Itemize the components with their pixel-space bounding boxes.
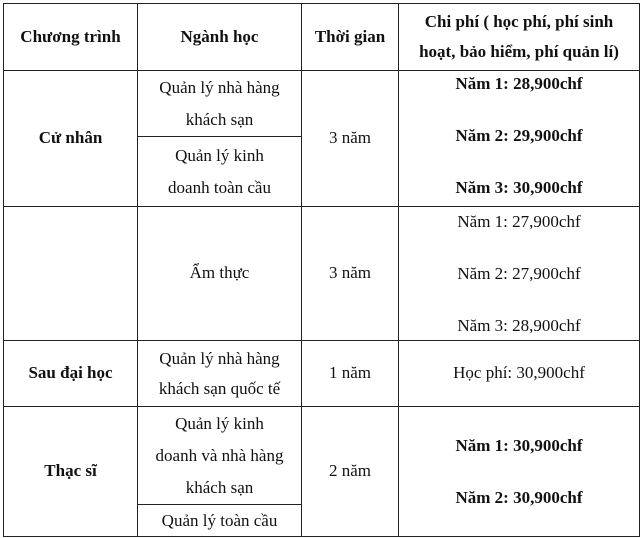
program-bachelor: Cử nhân: [4, 71, 138, 207]
duration-master: 2 năm: [302, 407, 399, 537]
major-business-hospitality: [138, 407, 302, 505]
cost-culinary: [399, 207, 640, 341]
major-culinary: Ẩm thực: [138, 207, 302, 341]
major-line: Quản lý nhà hàng: [159, 77, 280, 97]
header-cost-line1: Chi phí ( học phí, phí sinh: [424, 12, 614, 31]
header-program: Chương trình: [4, 4, 138, 71]
table-row: [4, 407, 640, 505]
cost-year1: Năm 1: 28,900chf: [455, 74, 583, 93]
cost-master: [399, 407, 640, 537]
duration-postgrad: 1 năm: [302, 341, 399, 407]
cost-year1: Năm 1: 30,900chf: [455, 435, 583, 455]
program-postgrad: Sau đại học: [4, 341, 138, 407]
cost-postgrad: Học phí: 30,900chf: [399, 341, 640, 407]
cost-year3: Năm 3: 30,900chf: [455, 178, 583, 197]
major-global-management: Quản lý toàn cầu: [138, 505, 302, 537]
duration-bachelor: 3 năm: [302, 71, 399, 207]
cost-year2: Năm 2: 30,900chf: [455, 487, 583, 507]
cost-year1: Năm 1: 27,900chf: [457, 211, 581, 231]
major-line: khách sạn: [185, 109, 254, 129]
major-line: doanh và nhà hàng: [155, 445, 284, 465]
tuition-table: [3, 3, 640, 537]
duration-culinary: 3 năm: [302, 207, 399, 341]
major-intl-hotel: [138, 341, 302, 407]
major-line: Quản lý nhà hàng: [159, 348, 280, 368]
major-line: Quản lý kinh: [175, 413, 264, 433]
table-row: [4, 207, 640, 341]
major-global-business: [138, 137, 302, 207]
table-row: [4, 341, 640, 407]
header-major: Ngành học: [138, 4, 302, 71]
major-line: khách sạn: [185, 477, 254, 497]
header-cost-line2: hoạt, bảo hiểm, phí quản lí): [419, 42, 619, 61]
major-hotel-management: [138, 71, 302, 137]
header-cost: [399, 4, 640, 71]
program-master: Thạc sĩ: [4, 407, 138, 537]
cost-bachelor: [399, 71, 640, 207]
cost-year2: Năm 2: 29,900chf: [455, 126, 583, 145]
header-row: [4, 4, 640, 71]
major-line: doanh toàn cầu: [168, 177, 271, 197]
cost-year3: Năm 3: 28,900chf: [457, 315, 581, 335]
program-culinary: [4, 207, 138, 341]
cost-year2: Năm 2: 27,900chf: [457, 263, 581, 283]
major-line: khách sạn quốc tế: [158, 378, 281, 398]
table-row: [4, 71, 640, 137]
header-duration: Thời gian: [302, 4, 399, 71]
major-line: Quản lý kinh: [175, 145, 264, 165]
